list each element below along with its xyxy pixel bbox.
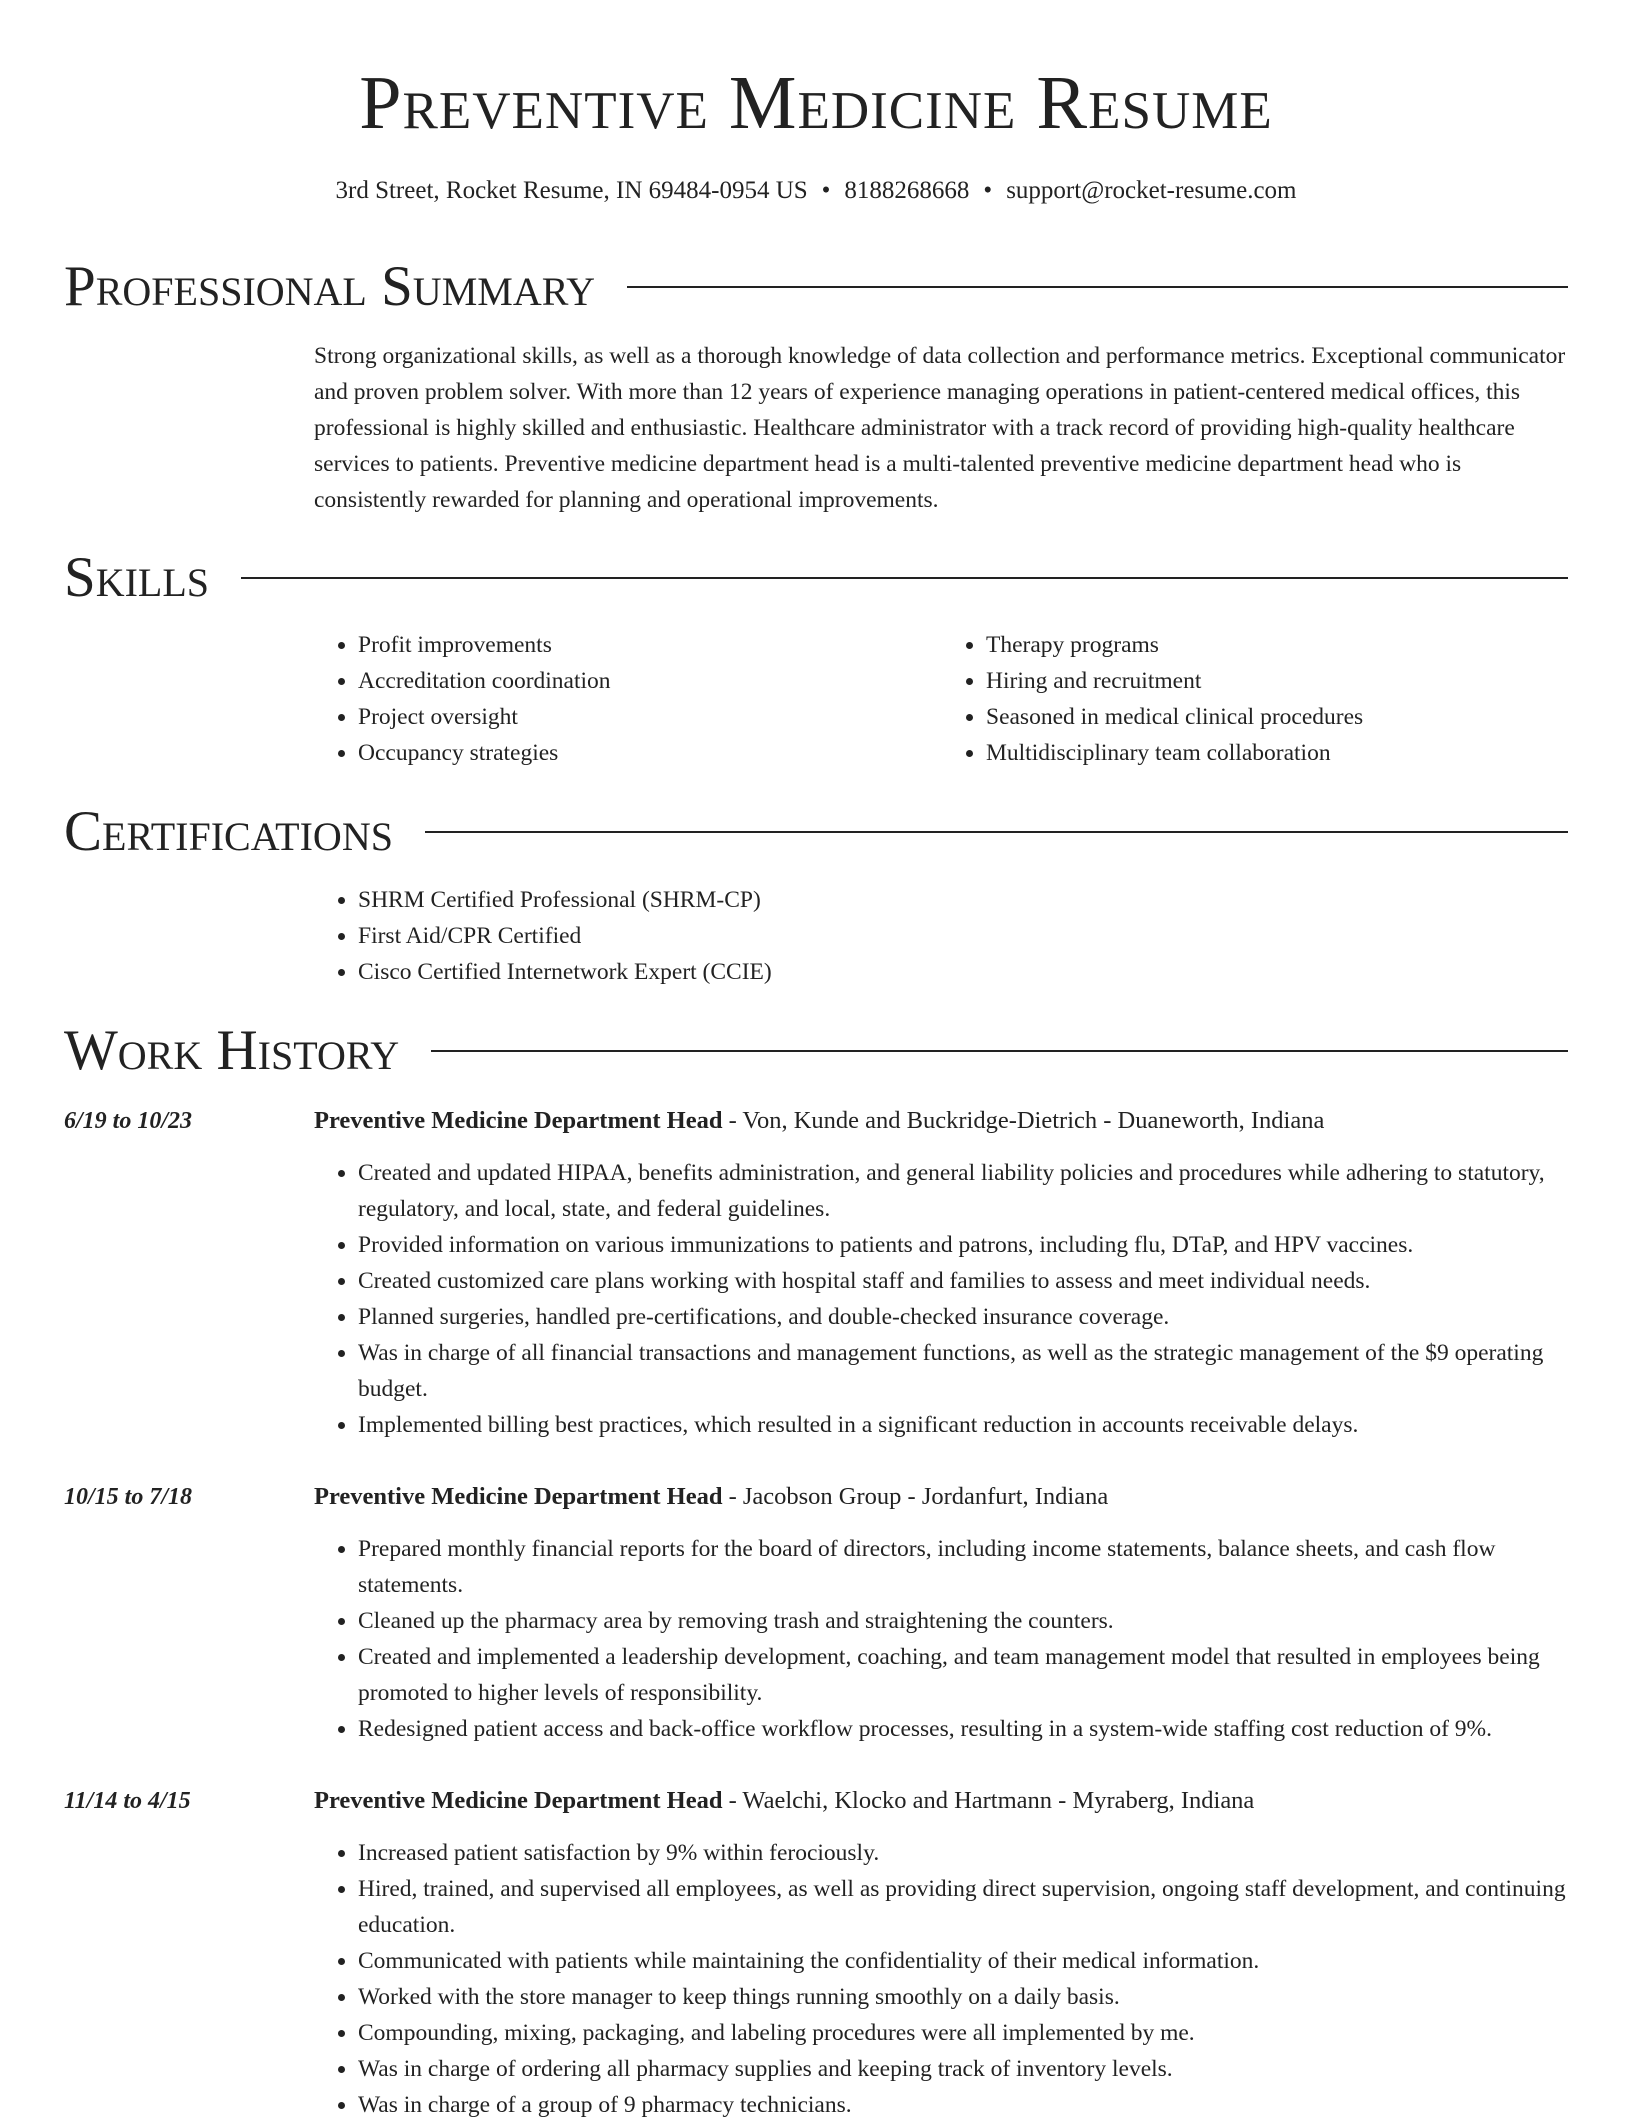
contact-separator: • [821,177,831,204]
job-bullet: • Created and implemented a leadership development, coaching, and team management model that resulted in employees being promoted to higher levels of responsibility. [358,1639,1570,1711]
skill-item: • Therapy programs [986,627,1570,663]
job-bullet: • Planned surgeries, handled pre-certifications, and double-checked insurance coverage. [358,1299,1570,1335]
job-bullet: • Hired, trained, and supervised all employees, as well as providing direct supervision, ongoing staff development, and continuing education. [358,1871,1570,1943]
job-role: Preventive Medicine Department Head [314,1787,723,1814]
job-bullet: • Redesigned patient access and back-office workflow processes, resulting in a system-wide staffing cost reduction of 9%. [358,1711,1570,1747]
skill-item: • Occupancy strategies [358,735,942,771]
job-bullet: • Worked with the store manager to keep things running smoothly on a daily basis. [358,1979,1570,2015]
job-bullet: • Was in charge of ordering all pharmacy supplies and keeping track of inventory levels. [358,2051,1570,2087]
section-divider [431,1050,1568,1052]
skill-item: • Profit improvements [358,627,942,663]
job-title-line [314,1103,1570,1139]
skills-list [314,627,1570,771]
section-divider [425,831,1568,833]
certifications-list [314,882,1570,990]
certification-item: • First Aid/CPR Certified [358,918,1570,954]
job-bullet: • Was in charge of a group of 9 pharmacy technicians. [358,2087,1570,2123]
contact-separator: • [983,177,993,204]
skill-item: • Multidisciplinary team collaboration [986,735,1570,771]
section-title-summary: Professional Summary [64,255,596,318]
job-bullet: • Compounding, mixing, packaging, and labeling procedures were all implemented by me. [358,2015,1570,2051]
certification-item: • SHRM Certified Professional (SHRM-CP) [358,882,1570,918]
job-employer: - Von, Kunde and Buckridge-Dietrich - Duaneworth, Indiana [722,1107,1325,1134]
job-bullet: • Prepared monthly financial reports for the board of directors, including income statements, balance sheets, and cash flow statements. [358,1531,1570,1603]
job-title-line [314,1479,1570,1515]
skill-item: • Seasoned in medical clinical procedures [986,699,1570,735]
job-bullet: • Provided information on various immunizations to patients and patrons, including flu, DTaP, and HPV vaccines. [358,1227,1570,1263]
section-divider [627,286,1568,288]
contact-email: support@rocket-resume.com [1006,177,1297,204]
section-divider [241,577,1568,579]
job-bullet: • Cleaned up the pharmacy area by removing trash and straightening the counters. [358,1603,1570,1639]
job-bullets [314,1835,1570,2123]
job-employer: - Waelchi, Klocko and Hartmann - Myraberg, Indiana [722,1787,1255,1814]
contact-line [0,174,1632,208]
certification-item: • Cisco Certified Internetwork Expert (CCIE) [358,954,1570,990]
section-header-certifications [64,799,1568,865]
job-bullets [314,1531,1570,1747]
section-title-skills: Skills [64,546,210,609]
skill-item: • Hiring and recruitment [986,663,1570,699]
summary-text: Strong organizational skills, as well as a thorough knowledge of data collection and performance metrics. Exceptional communicator and proven problem solver. With more than 12 years of experience managing operations in patient-centered medical offices, this professional is highly skilled and enthusiastic. Healthcare administrator with a track record of providing high-quality healthcare services to patients. Preventive medicine department head is a multi-talented preventive medicine department head who is consistently rewarded for planning and operational improvements. [314,343,1566,513]
job-bullet: • Communicated with patients while maintaining the confidentiality of their medical information. [358,1943,1570,1979]
section-title-work-history: Work History [64,1019,400,1082]
job-bullets [314,1155,1570,1443]
skills-column-left [314,627,942,771]
contact-phone: 8188268668 [844,177,970,204]
job-employer: - Jacobson Group - Jordanfurt, Indiana [722,1483,1109,1510]
job-dates: 10/15 to 7/18 [64,1484,193,1510]
job-bullet: • Increased patient satisfaction by 9% within ferociously. [358,1835,1570,1871]
job-bullet: • Created customized care plans working with hospital staff and families to assess and meet individual needs. [358,1263,1570,1299]
resume-title: Preventive Medicine Resume [359,61,1273,145]
skill-item: • Accreditation coordination [358,663,942,699]
job-title-line [314,1783,1570,1819]
contact-address: 3rd Street, Rocket Resume, IN 69484-0954 US [335,177,808,204]
section-header-summary [64,254,1568,320]
job-bullet: • Was in charge of all financial transactions and management functions, as well as the strategic management of the $9 operating budget. [358,1335,1570,1407]
section-title-certifications: Certifications [64,800,393,863]
skill-item: • Project oversight [358,699,942,735]
job-dates: 11/14 to 4/15 [64,1788,191,1814]
section-header-skills [64,545,1568,611]
job-role: Preventive Medicine Department Head [314,1483,723,1510]
job-dates: 6/19 to 10/23 [64,1108,193,1134]
skills-column-right [942,627,1570,771]
job-role: Preventive Medicine Department Head [314,1107,723,1134]
job-bullet: • Created and updated HIPAA, benefits administration, and general liability policies and procedures while adhering to statutory, regulatory, and local, state, and federal guidelines. [358,1155,1570,1227]
job-bullet: • Implemented billing best practices, which resulted in a significant reduction in accounts receivable delays. [358,1407,1570,1443]
section-header-work-history [64,1018,1568,1084]
